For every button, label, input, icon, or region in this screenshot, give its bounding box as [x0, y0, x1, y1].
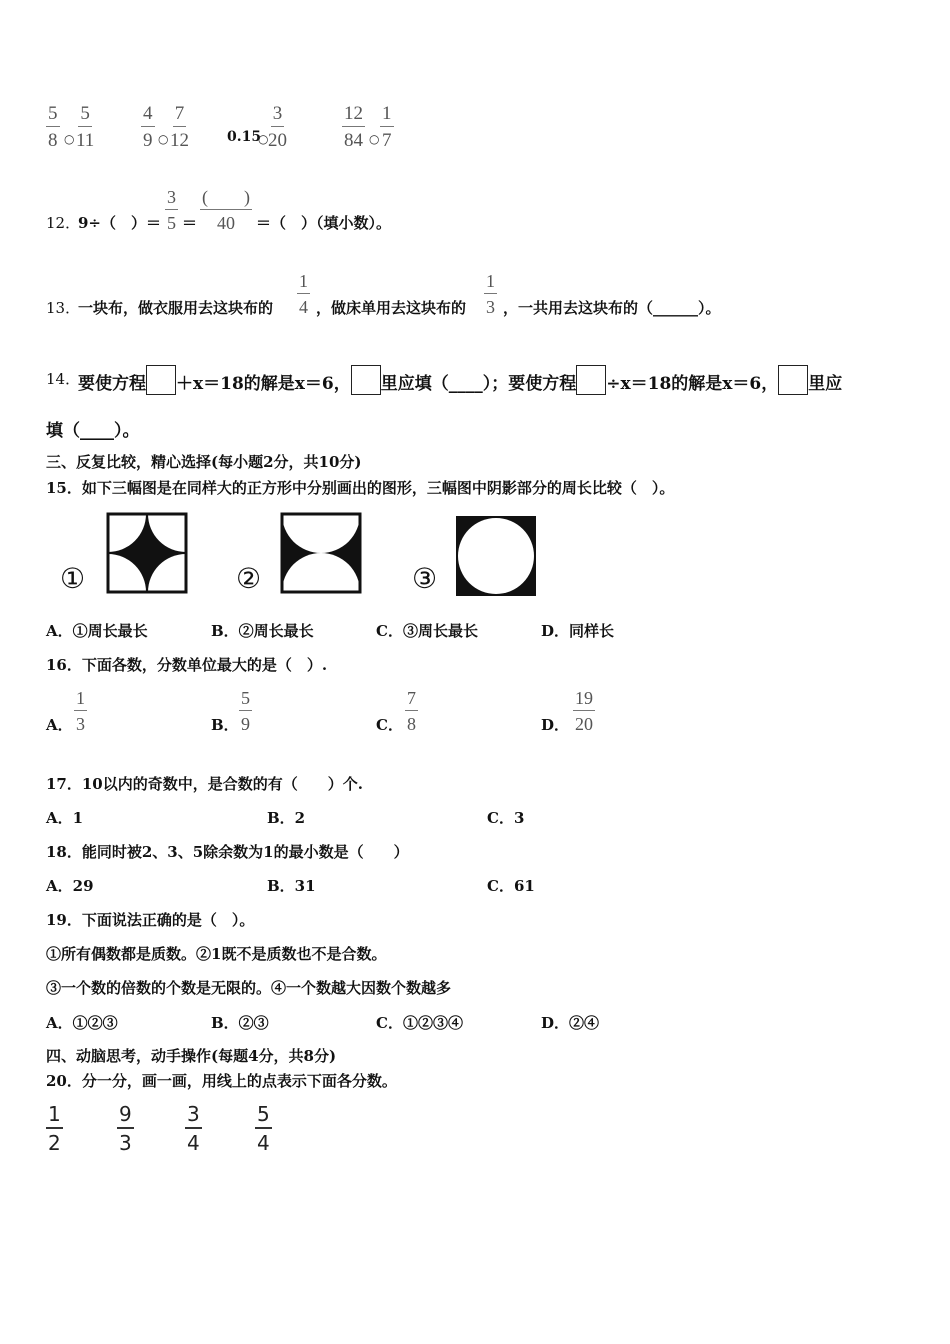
answer-box[interactable] — [146, 365, 176, 395]
q17-option-b[interactable]: B．2 — [267, 809, 306, 827]
q15-option-b[interactable]: B．②周长最长 — [211, 622, 314, 640]
q18-option-a[interactable]: A．29 — [46, 877, 94, 895]
figure-label: ① — [60, 562, 86, 595]
figure-1-star — [106, 512, 188, 594]
figure-2-hourglass — [280, 512, 362, 594]
q19-option-a[interactable]: A．①②③ — [46, 1014, 118, 1032]
q12-fraction-blank[interactable]: ( ) 40 — [202, 187, 250, 233]
figure-label: ③ — [412, 562, 438, 595]
q11-fraction: $\frac{12}{84}$ — [344, 103, 363, 151]
q16-text: 16．下面各数，分数单位最大的是（ ）. — [46, 656, 328, 674]
q15-option-d[interactable]: D．同样长 — [541, 622, 615, 640]
q18-text: 18．能同时被2、3、5除余数为1的最小数是（ ） — [46, 843, 409, 861]
q13-text2: ，做床单用去这块布的 — [316, 299, 467, 317]
answer-box[interactable] — [351, 365, 381, 395]
question-number: 12． — [46, 214, 81, 232]
q11-fraction: $\frac{4}{9}$ — [143, 103, 153, 151]
option-label: D． — [541, 716, 570, 734]
compare-circle[interactable]: ○ — [369, 132, 380, 146]
q12-fraction: $\frac{3}{5}$ — [167, 187, 176, 233]
q13-fraction: $\frac{1}{3}$ — [486, 271, 495, 317]
section-heading: 四、动脑思考，动手操作(每题4分，共8分) — [46, 1047, 337, 1065]
q17-text: 17．10以内的奇数中，是合数的有（ ）个. — [46, 775, 363, 793]
q19-option-b[interactable]: B．②③ — [211, 1014, 269, 1032]
q19-text: 19．下面说法正确的是（ ）。 — [46, 911, 255, 929]
compare-circle[interactable]: ○ — [258, 132, 269, 146]
q17-option-a[interactable]: A．1 — [46, 809, 84, 827]
q19-option-d[interactable]: D．②④ — [541, 1014, 600, 1032]
q14-text: 要使方程 — [78, 374, 146, 394]
q20-fraction: $\frac{9}{3}$ — [119, 1102, 132, 1155]
q20-fraction: $\frac{5}{4}$ — [257, 1102, 270, 1155]
q14-text: ＋x＝18的解是x＝6， — [176, 374, 351, 394]
compare-circle[interactable]: ○ — [158, 132, 169, 146]
q13-text1: 一块布，做衣服用去这块布的 — [78, 299, 274, 317]
q14-text: 里应填（____）；要使方程 — [380, 374, 577, 394]
q19-option-c[interactable]: C．①②③④ — [376, 1014, 463, 1032]
q15-option-a[interactable]: A．①周长最长 — [46, 622, 148, 640]
q15-text: 15．如下三幅图是在同样大的正方形中分别画出的图形，三幅图中阴影部分的周长比较（ ）。 — [46, 479, 675, 497]
q15-option-c[interactable]: C．③周长最长 — [376, 622, 478, 640]
q12-part2: ＝（ ）（填小数）。 — [256, 214, 392, 232]
q14-text: 里应 — [808, 374, 843, 394]
answer-box[interactable] — [778, 365, 808, 395]
q13-fraction: $\frac{1}{4}$ — [299, 271, 308, 317]
option-fraction: $\frac{5}{9}$ — [241, 688, 250, 734]
question-number: 14． — [46, 370, 81, 388]
option-label: A． — [46, 716, 73, 734]
option-label: C． — [376, 716, 403, 734]
q14-line2: 填（____）。 — [46, 421, 140, 441]
q19-statement-line: ①所有偶数都是质数。②1既不是质数也不是合数。 — [46, 945, 387, 963]
q11-fraction: $\frac{7}{12}$ — [170, 103, 189, 151]
option-label: B． — [211, 716, 239, 734]
q13-text3: ，一共用去这块布的（______）。 — [503, 299, 721, 317]
answer-box[interactable] — [576, 365, 606, 395]
compare-circle[interactable]: ○ — [64, 132, 75, 146]
option-fraction: $\frac{1}{3}$ — [76, 688, 85, 734]
q18-option-b[interactable]: B．31 — [267, 877, 316, 895]
q11-fraction: $\frac{3}{20}$ — [268, 103, 287, 151]
q12-equals: ＝ — [182, 214, 198, 232]
q11-fraction: $\frac{5}{8}$ — [48, 103, 58, 151]
q11-fraction: $\frac{1}{7}$ — [382, 103, 392, 151]
q12-part1: 9÷（ ）＝ — [78, 214, 162, 232]
q18-option-c[interactable]: C．61 — [487, 877, 535, 895]
question-number: 13． — [46, 299, 81, 317]
q14-text: ÷x＝18的解是x＝6， — [606, 374, 779, 394]
option-fraction: $\frac{7}{8}$ — [407, 688, 416, 734]
figure-3-circle — [454, 514, 538, 598]
q11-decimal: 0.15 — [227, 129, 262, 145]
q20-fraction: $\frac{1}{2}$ — [48, 1102, 61, 1155]
q19-statement-line: ③一个数的倍数的个数是无限的。④一个数越大因数个数越多 — [46, 979, 452, 997]
figure-label: ② — [236, 562, 262, 595]
option-fraction: $\frac{19}{20}$ — [575, 688, 593, 734]
q14-line1 — [78, 365, 842, 395]
q11-fraction: $\frac{5}{11}$ — [76, 103, 95, 151]
q20-fraction: $\frac{3}{4}$ — [187, 1102, 200, 1155]
q20-text: 20．分一分，画一画，用线上的点表示下面各分数。 — [46, 1072, 397, 1090]
section-heading: 三、反复比较，精心选择(每小题2分，共10分) — [46, 453, 362, 471]
q17-option-c[interactable]: C．3 — [487, 809, 525, 827]
